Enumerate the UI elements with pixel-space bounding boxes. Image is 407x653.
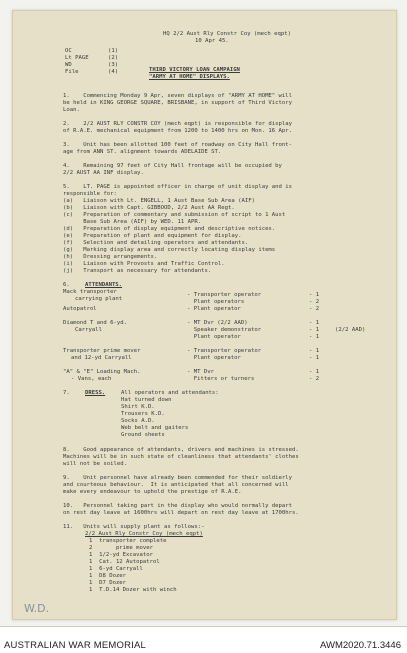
title-campaign: THIRD VICTORY LOAN CAMPAIGN: [149, 67, 240, 73]
distribution-page: Lt PAGE: [65, 55, 89, 61]
distribution-page-copy: (2): [108, 55, 119, 61]
list-item: (i) Liaison with Provosts and Traffic Control.: [63, 261, 225, 267]
distribution-file: File: [65, 69, 79, 75]
table-cell: - MT Dvr: [187, 369, 214, 375]
list-item: Base Sub Area (AIF) by WED. 11 APR.: [63, 219, 202, 225]
list-item: 1 transporter complete: [89, 538, 167, 544]
table-cell: - 1: [309, 320, 320, 326]
supplying-unit: 2/2 Aust Rly Constr Coy (mech eqpt): [85, 531, 203, 537]
table-cell: Mack transporter: [63, 289, 117, 295]
table-cell: - MT Dvr (2/2 AAD): [187, 320, 248, 326]
table-cell: - Plant operator: [187, 306, 241, 312]
table-cell: "A" & "E" Loading Mach.: [63, 369, 141, 375]
table-cell: - Transporter operator: [187, 348, 262, 354]
attendants-heading: ATTENDANTS.: [85, 282, 123, 288]
table-cell: - Vans, each: [71, 376, 112, 382]
table-cell: and 12-yd Carryall: [71, 355, 132, 361]
distribution-oc-copy: (1): [108, 48, 119, 54]
wd-handwritten-mark: W.D.: [24, 602, 50, 615]
table-cell: Fitters or turners: [187, 376, 255, 382]
list-item: (a) Liaison with Lt. ENGELL, 1 Aust Base Sub Area (AIF): [63, 198, 255, 204]
list-item: (g) Marking display area and correctly locating display items: [63, 247, 276, 253]
table-cell: - 1: [309, 292, 320, 298]
table-cell: - 2: [309, 306, 320, 312]
dress-heading: DRESS.: [85, 390, 106, 396]
source-label: AUSTRALIAN WAR MEMORIAL: [4, 640, 147, 651]
list-item: Ground sheets: [121, 432, 165, 438]
distribution-wd-copy: (3): [108, 62, 119, 68]
table-cell: - 1: [309, 355, 320, 361]
table-cell: Plant operator: [187, 355, 241, 361]
table-cell: - 1: [309, 334, 320, 340]
distribution-wd: WD: [65, 62, 72, 68]
table-cell: Plant operators: [187, 299, 245, 305]
table-cell: Transporter prime mover: [63, 348, 141, 354]
table-cell: - 1: [309, 369, 320, 375]
list-item: 1 D8 Dozer: [89, 573, 127, 579]
list-item: 1 T.D.14 Dozer with winch: [89, 587, 177, 593]
document-date: 10 Apr 45.: [195, 38, 229, 44]
distribution-file-copy: (4): [108, 69, 119, 75]
document-page: HQ 2/2 Aust Rly Constr Coy (mech eqpt) 10 Apr 45. OC (1) Lt PAGE (2) WD (3) File (4) THIRD VICTORY LOAN CAMPAIGN "ARMY AT HOME" DISPLAYS. 1. Commencing Monday 9 Apr, seven displays of "ARMY AT HOME" will be held in KING GEORGE SQUARE, BRISBANE, in support of Third Victory Loan. 2. 2/2 AUST RLY CONSTR COY (mech eqpt) is responsible for display of R.A.E. mechanical equipment from 1200 to 1400 hrs on Mon. 16 Apr. 3. Unit has been allotted 100 feet of roadway on City Hall front- age from ANN ST. alignment towards ADELAIDE ST. 4. Remaining 97 feet of City Hall frontage will be occupied by 2/2 AUST AA INF display. 5. LT. PAGE is appointed officer in charge of unit display and is responsible for: (a) Liaison with Lt. ENGELL, 1 Aust Base Sub Area (AIF) (b) Liaison with Capt. GIBBOOD, 2/2 Aust AA Regt. (c) Preparation of commentary and submission of script to 1 Aust Base Sub Area (AIF) by WED. 11 APR. (d) Preparation of display equipment and descriptive notices. (e) Preparation of plant and equipment for display. (f) Selection and detailing operators and attendants. (g) Marking display area and correctly locating display items (h) Dressing arrangements. (i) Liaison with Provosts and Traffic Control. (j) Transport as necessary for attendants. 6. ATTENDANTS. Mack transporter carrying plant - Transporter operator - 1 Plant operators - 2 Autopatrol - Plant operator - 2 Diamond T and 6-yd. Carryall - MT Dvr (2/2 AAD) - 1 Speaker demonstrator - 1 (2/2 AAD) Plant operator - 1 Transporter prime mover and 12-yd Carryall - Transporter operator - 1 Plant operator - 1 "A" & "E" Loading Mach. - Vans, each - MT Dvr - 1 Fitters or turners - 2 7. DRESS. All operators and attendants: Hat turned down Shirt K.D. Trousers K.D. Socks A.D. Web belt and gaiters Ground sheets 8. Good appearance of attendants, drivers and machines is stressed. Machines will be in such state of cleanliness that attendants' clothes will not be soiled. 9. Unit personnel have already been commended for their soldierly and courteous behaviour. It is anticipated that all concerned will make every endeavour to uphold the prestige of R.A.E. 10. Personnel taking part in the display who would normally depart on rest day leave at 1600hrs will depart on rest day leave at 1700hrs. 11. Units will supply plant as follows:- 2/2 Aust Rly Constr Coy (mech eqpt) 1 transporter complete 2 prime mover 1 1/2-yd Excavator 1 Cat. 12 Autopatrol 1 6-yd Carryall 1 D8 Dozer 1 D7 Dozer 1 T.D.14 Dozer with winch: [12, 10, 397, 620]
table-cell: (2/2 AAD): [335, 327, 366, 333]
list-item: (e) Preparation of plant and equipment for display.: [63, 233, 242, 239]
list-item: (d) Preparation of display equipment and descriptive notices.: [63, 226, 276, 232]
table-cell: Diamond T and 6-yd.: [63, 320, 127, 326]
table-cell: - 2: [309, 299, 320, 305]
table-cell: - Transporter operator: [187, 292, 262, 298]
list-item: 1 D7 Dozer: [89, 580, 127, 586]
list-item: 1 1/2-yd Excavator: [89, 552, 153, 558]
distribution-oc: OC: [65, 48, 72, 54]
list-item: Web belt and gaiters: [121, 425, 189, 431]
list-item: (j) Transport as necessary for attendants.: [63, 268, 212, 274]
list-item: (f) Selection and detailing operators and attendants.: [63, 240, 249, 246]
table-cell: - 1: [309, 348, 320, 354]
title-displays: "ARMY AT HOME" DISPLAYS.: [149, 74, 230, 80]
list-item: 1 6-yd Carryall: [89, 566, 143, 572]
table-cell: carrying plant: [75, 296, 123, 302]
table-cell: - 1: [309, 327, 320, 333]
list-item: Hat turned down: [121, 397, 172, 403]
list-item: (b) Liaison with Capt. GIBBOOD, 2/2 Aust AA Regt.: [63, 205, 235, 211]
table-cell: Carryall: [75, 327, 102, 333]
table-cell: - 2: [309, 376, 320, 382]
table-cell: Plant operator: [187, 334, 241, 340]
reference-number: AWM2020.71.3446: [320, 640, 401, 651]
list-item: Shirt K.D.: [121, 404, 155, 410]
footer-bar: [0, 626, 407, 653]
unit-header: HQ 2/2 Aust Rly Constr Coy (mech eqpt): [163, 31, 291, 37]
list-item: Socks A.D.: [121, 418, 155, 424]
list-item: Trousers K.D.: [121, 411, 165, 417]
table-cell: Autopatrol: [63, 306, 97, 312]
list-item: 1 Cat. 12 Autopatrol: [89, 559, 160, 565]
list-item: (c) Preparation of commentary and submission of script to 1 Aust: [63, 212, 286, 218]
list-item: 2 prime mover: [89, 545, 153, 551]
table-cell: Speaker demonstrator: [187, 327, 262, 333]
list-item: (h) Dressing arrangements.: [63, 254, 158, 260]
